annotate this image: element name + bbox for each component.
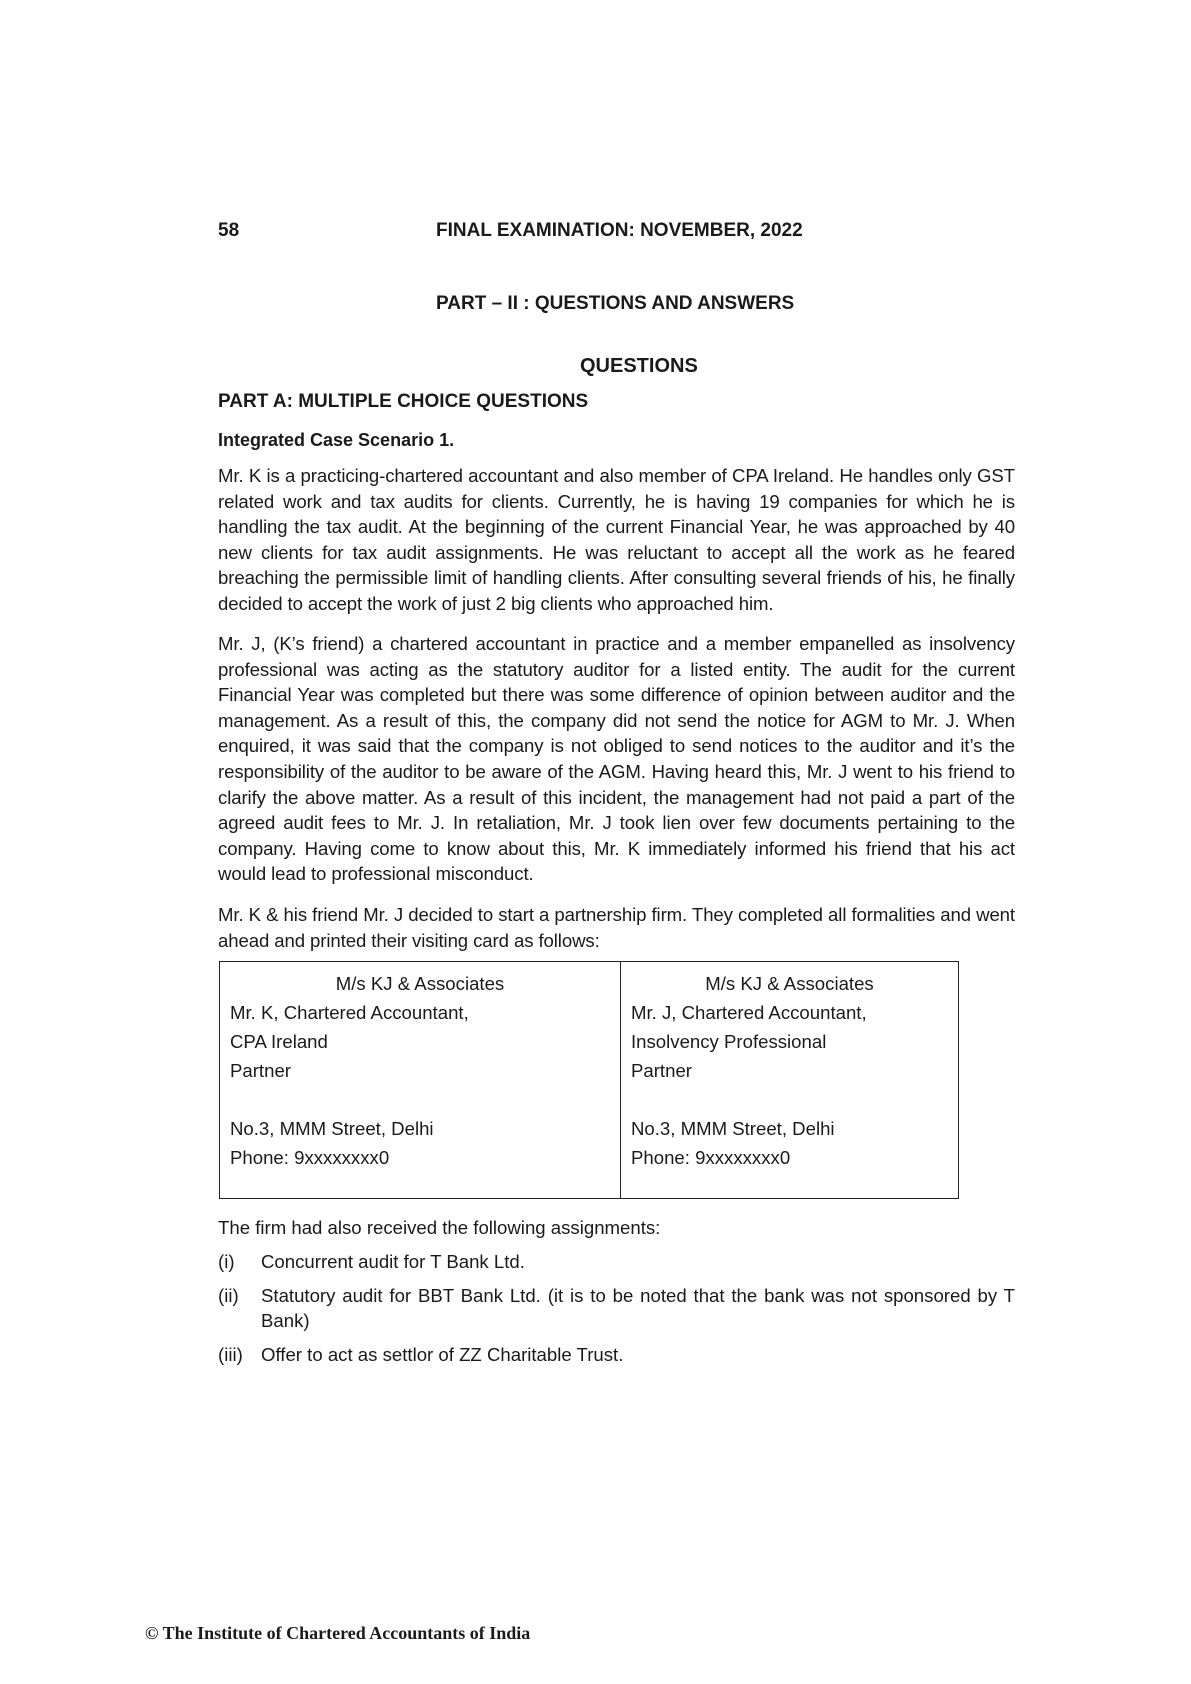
list-item: [218, 1342, 1015, 1368]
assignments-intro: The firm had also received the following assignments:: [218, 1217, 661, 1238]
paragraph-mr-k: Mr. K is a practicing-chartered accountant and also member of CPA Ireland. He handles only GST related work and tax audits for clients. Currently, he is having 19 companies for which he is handling the tax audit. At the beginning of the current Financial Year, he was approached by 40 new clients for tax audit assignments. He was reluctant to accept all the work as he feared breaching the permissible limit of handling clients. After consulting several friends of his, he finally decided to accept the work of just 2 big clients who approached him.: [218, 465, 1015, 614]
card-phone: Phone: 9xxxxxxxx0: [230, 1147, 390, 1168]
card-qualification: CPA Ireland: [230, 1031, 328, 1052]
questions-heading: QUESTIONS: [580, 355, 698, 377]
list-item-number: (iii): [218, 1343, 243, 1365]
visiting-card-j: [621, 962, 958, 1198]
visiting-card-k: [220, 962, 621, 1198]
visiting-card-table: [219, 961, 959, 1199]
page-number: 58: [218, 220, 240, 241]
running-header-title: FINAL EXAMINATION: NOVEMBER, 2022: [436, 220, 803, 241]
list-item-text: Statutory audit for BBT Bank Ltd. (it is to be noted that the bank was not sponsored by T Bank): [261, 1284, 1015, 1332]
card-role: Partner: [230, 1060, 291, 1081]
card-firm-name: M/s KJ & Associates: [335, 973, 505, 994]
card-qualification: Insolvency Professional: [631, 1031, 827, 1052]
list-item: [218, 1283, 1015, 1334]
section-heading: PART A: MULTIPLE CHOICE QUESTIONS: [218, 391, 589, 412]
card-firm-name: M/s KJ & Associates: [705, 973, 874, 994]
list-item-number: (ii): [218, 1284, 239, 1306]
card-phone: Phone: 9xxxxxxxx0: [631, 1147, 791, 1168]
list-item-text: Concurrent audit for T Bank Ltd.: [261, 1251, 525, 1272]
case-scenario-heading: Integrated Case Scenario 1.: [218, 430, 455, 450]
paragraph-partnership: Mr. K & his friend Mr. J decided to start a partnership firm. They completed all formalities and went ahead and printed their visiting card as follows:: [218, 904, 1015, 951]
paragraph-mr-j: Mr. J, (K’s friend) a chartered accountant in practice and a member empanelled as insolvency professional was acting as the statutory auditor for a listed entity. The audit for the current Financial Year was completed but there was some difference of opinion between auditor and the management. As a result of this, the company did not send the notice for AGM to Mr. J. When enquired, it was said that the company is not obliged to send notices to the auditor and it’s the responsibility of the auditor to be aware of the AGM. Having heard this, Mr. J went to his friend to clarify the above matter. As a result of this incident, the management had not paid a part of the agreed audit fees to Mr. J. In retaliation, Mr. J took lien over few documents pertaining to the company. Having come to know about this, Mr. K immediately informed his friend that his act would lead to professional misconduct.: [218, 633, 1015, 885]
card-address: No.3, MMM Street, Delhi: [230, 1118, 434, 1139]
part-heading: PART – II : QUESTIONS AND ANSWERS: [436, 293, 795, 314]
card-name-line: Mr. K, Chartered Accountant,: [230, 1002, 469, 1023]
list-item-number: (i): [218, 1251, 235, 1272]
card-address: No.3, MMM Street, Delhi: [631, 1118, 835, 1139]
footer-copyright: © The Institute of Chartered Accountants of India: [145, 1623, 531, 1643]
card-name-line: Mr. J, Chartered Accountant,: [631, 1002, 867, 1023]
assignments-list: [218, 1249, 1015, 1375]
card-role: Partner: [631, 1060, 692, 1081]
list-item-text: Offer to act as settlor of ZZ Charitable Trust.: [261, 1343, 624, 1365]
list-item: [218, 1249, 1015, 1275]
